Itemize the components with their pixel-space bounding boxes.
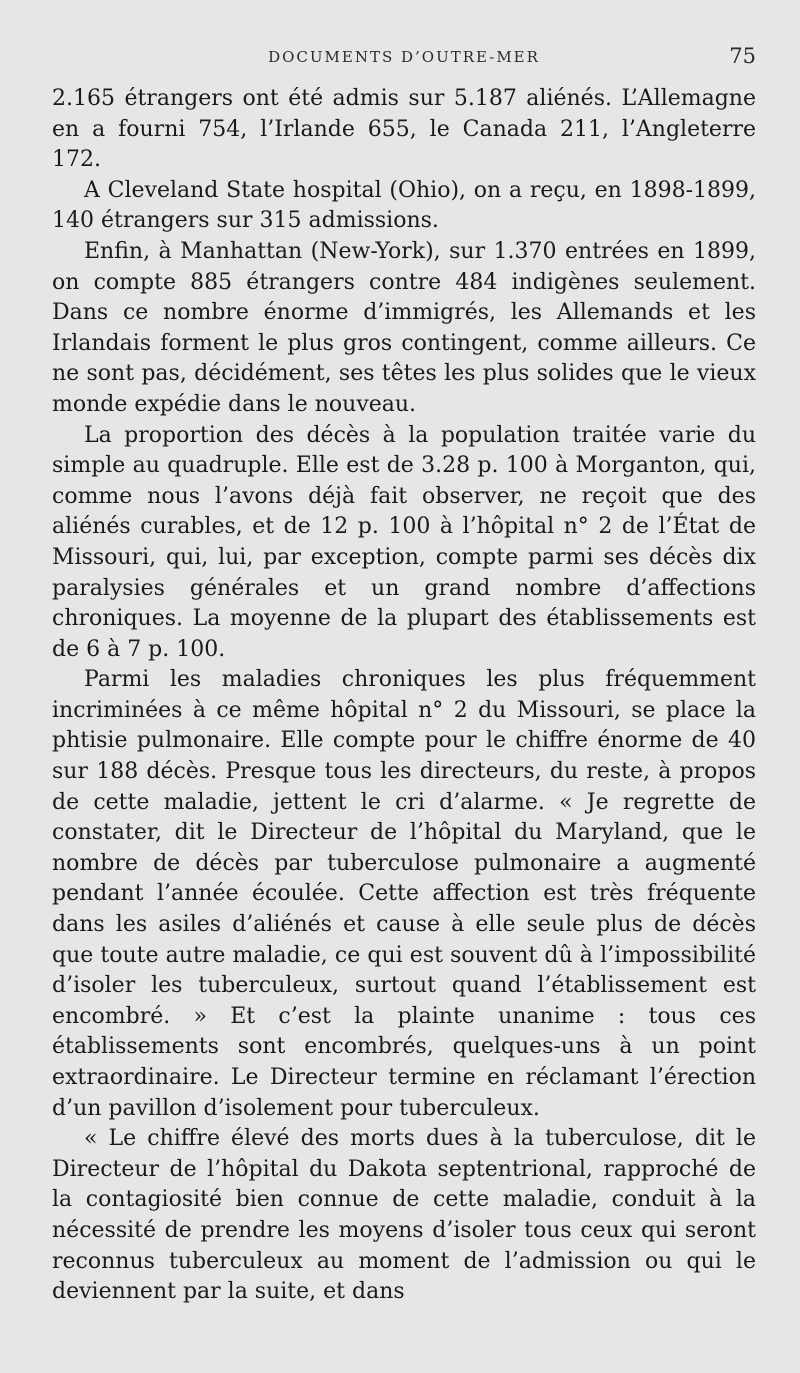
paragraph: A Cleveland State hospital (Ohio), on a reçu, en 1898-1899, 140 étrangers sur 315 admissions. bbox=[52, 177, 756, 234]
body-text bbox=[52, 84, 756, 1308]
paragraph: Parmi les maladies chroniques les plus fréquemment incriminées à ce même hôpital n° 2 du Missouri, se place la phtisie pulmonaire. Elle compte pour le chiffre énorme de 40 sur 188 décès. Presque tous les directeurs, du reste, à propos de cette maladie, jettent le cri d’alarme. « Je regrette de constater, dit le Directeur de l’hôpital du Maryland, que le nombre de décès par tuberculose pulmonaire a augmenté pendant l’année écoulée. Cette affection est très fréquente dans les asiles d’aliénés et cause à elle seule plus de décès que toute autre maladie, ce qui est souvent dû à l’impossibilité d’isoler les tuberculeux, surtout quand l’établissement est encombré. » Et c’est la plainte unanime : tous ces établissements sont encombrés, quelques-uns à un point extraordinaire. Le Directeur termine en réclamant l’érection d’un pavillon d’isolement pour tuberculeux. bbox=[52, 667, 756, 1121]
paragraph: Enfin, à Manhattan (New-York), sur 1.370 entrées en 1899, on compte 885 étrangers contre 484 indigènes seulement. Dans ce nombre énorme d’immigrés, les Allemands et les Irlandais forment le plus gros contingent, comme ailleurs. Ce ne sont pas, décidément, ses têtes les plus solides que le vieux monde expédie dans le nouveau. bbox=[52, 238, 756, 417]
page-number: 75 bbox=[729, 44, 756, 68]
paragraph: « Le chiffre élevé des morts dues à la tuberculose, dit le Directeur de l’hôpital du Dakota septentrional, rapproché de la contagiosité bien connue de cette maladie, conduit à la nécessité de prendre les moyens d’isoler tous ceux qui seront reconnus tuberculeux au moment de l’admission ou qui le deviennent par la suite, et dans bbox=[52, 1126, 756, 1305]
paragraph: La proportion des décès à la population traitée varie du simple au quadruple. Elle est de 3.28 p. 100 à Morganton, qui, comme nous l’avons déjà fait observer, ne reçoit que des aliénés curables, et de 12 p. 100 à l’hôpital n° 2 de l’État de Missouri, qui, lui, par exception, compte parmi ses décès dix paralysies générales et un grand nombre d’affections chroniques. La moyenne de la plupart des établissements est de 6 à 7 p. 100. bbox=[52, 422, 756, 662]
paragraph: 2.165 étrangers ont été admis sur 5.187 aliénés. L’Allemagne en a fourni 754, l’Irlande 655, le Canada 211, l’Angleterre 172. bbox=[52, 86, 756, 173]
page-header bbox=[52, 40, 756, 84]
running-title: DOCUMENTS D’OUTRE-MER bbox=[268, 48, 540, 66]
